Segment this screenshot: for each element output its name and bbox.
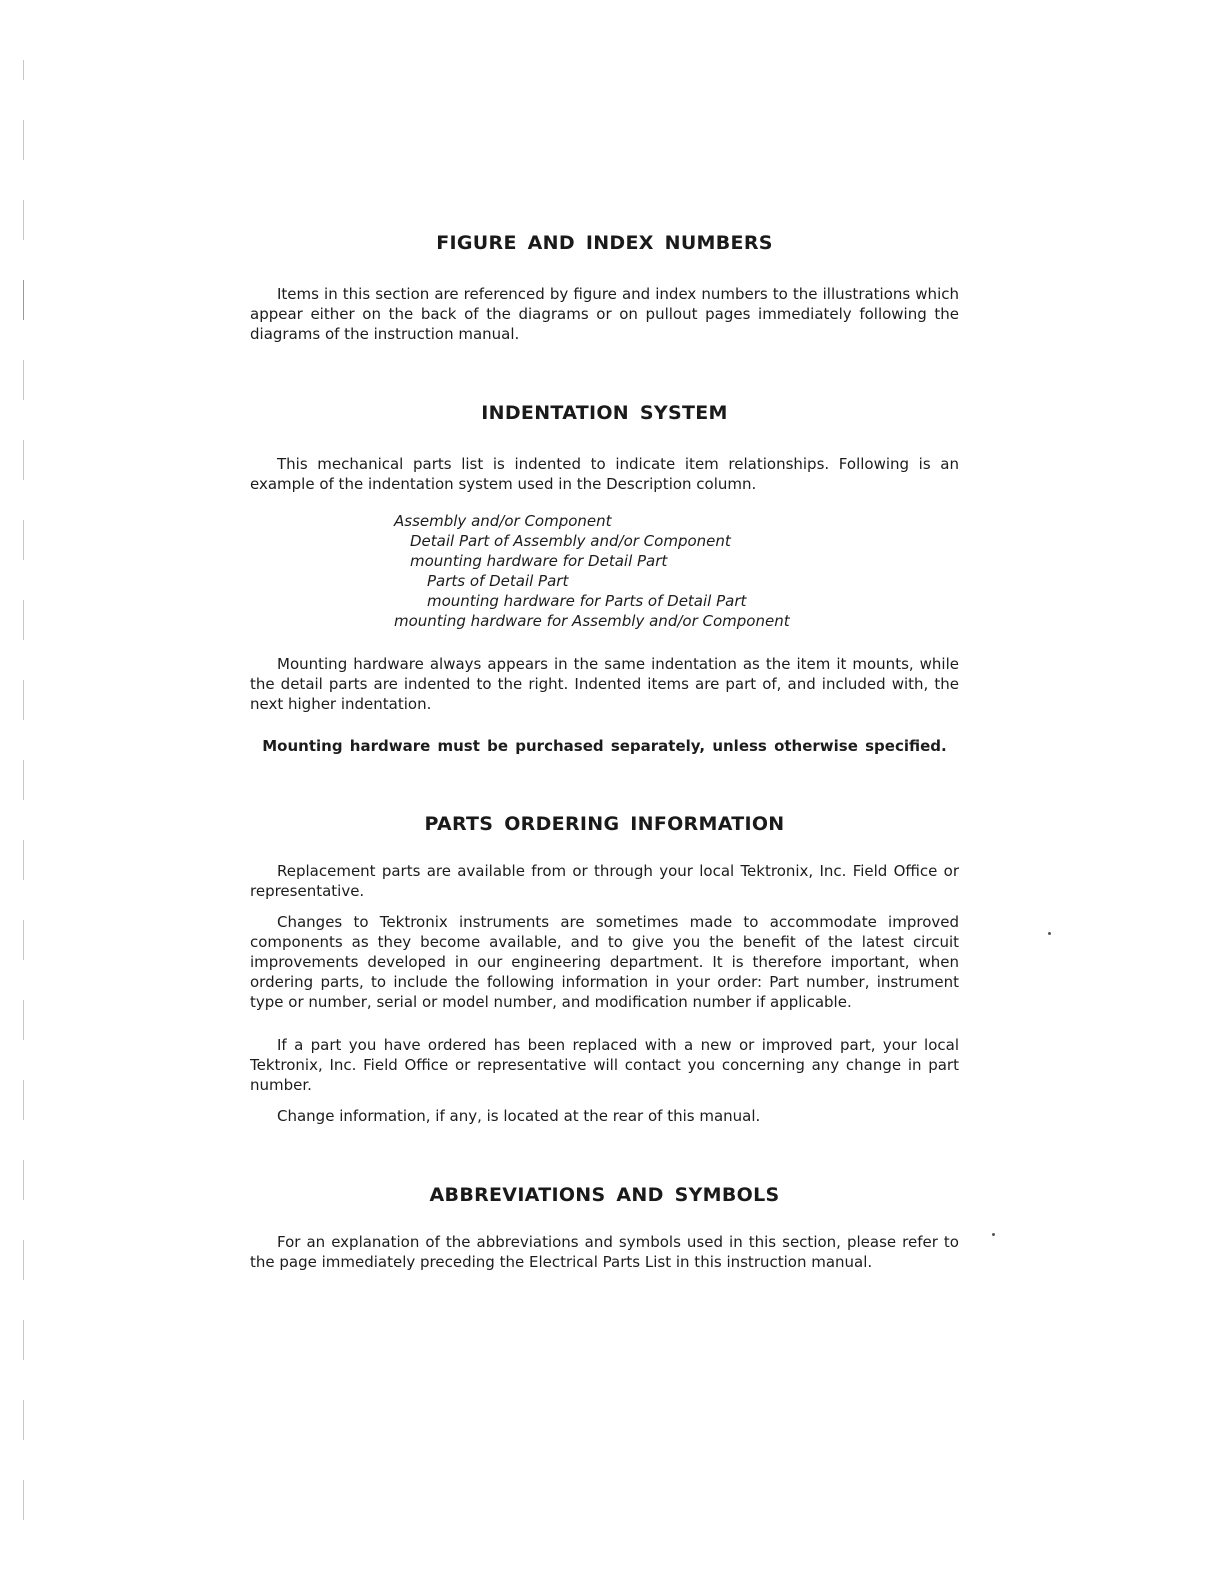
- figure-index-paragraph: Items in this section are referenced by figure and index numbers to the illustrations which appear either on the back of the diagrams or on pullout pages immediately following the diagrams of the instruction manual.: [250, 285, 959, 343]
- example-line: Assembly and/or Component: [394, 512, 612, 530]
- scan-mark: [23, 1400, 24, 1440]
- scan-mark: [23, 1160, 24, 1200]
- indentation-paragraph: This mechanical parts list is indented to indicate item relationships. Following is an example of the indentation system used in the Description column.: [250, 455, 959, 493]
- scan-mark: [23, 1320, 24, 1360]
- scan-speck: [992, 1233, 995, 1236]
- scan-mark: [23, 600, 24, 640]
- ordering-paragraph-4: Change information, if any, is located at the rear of this manual.: [277, 1107, 761, 1125]
- scan-mark: [23, 1240, 24, 1280]
- example-line: mounting hardware for Assembly and/or Component: [394, 612, 790, 630]
- scan-mark: [23, 520, 24, 560]
- scan-mark: [23, 1000, 24, 1040]
- indentation-example: [394, 511, 959, 631]
- mounting-hardware-paragraph: Mounting hardware always appears in the same indentation as the item it mounts, while the detail parts are indented to the right. Indented items are part of, and included with, the next higher indentation.: [250, 655, 959, 713]
- ordering-paragraph-2: Changes to Tektronix instruments are sometimes made to accommodate improved components as they become available, and to give you the benefit of the latest circuit improvements developed in our engineering department. It is therefore important, when ordering parts, to include the following information in your order: Part number, instrument type or number, serial or model number, and modification number if applicable.: [250, 913, 959, 1011]
- scan-mark: [23, 120, 24, 160]
- example-line: Detail Part of Assembly and/or Component: [410, 532, 731, 550]
- example-line: mounting hardware for Parts of Detail Part: [427, 592, 747, 610]
- purchase-warning: Mounting hardware must be purchased separately, unless otherwise specified.: [262, 737, 947, 755]
- ordering-paragraph-1: Replacement parts are available from or through your local Tektronix, Inc. Field Office or representative.: [250, 862, 959, 900]
- scan-mark: [23, 200, 24, 240]
- scan-mark: [23, 1480, 24, 1520]
- example-line: Parts of Detail Part: [427, 572, 569, 590]
- section-title-ordering: PARTS ORDERING INFORMATION: [424, 813, 785, 835]
- scan-mark: [23, 760, 24, 800]
- scan-mark: [23, 920, 24, 960]
- scan-mark: [23, 1080, 24, 1120]
- section-title-abbreviations: ABBREVIATIONS AND SYMBOLS: [429, 1184, 780, 1206]
- example-line: mounting hardware for Detail Part: [410, 552, 668, 570]
- scan-speck: [1048, 932, 1051, 935]
- scan-mark: [23, 440, 24, 480]
- section-title-indentation: INDENTATION SYSTEM: [481, 402, 728, 424]
- scan-mark: [23, 280, 24, 320]
- scan-mark: [23, 60, 24, 80]
- scan-mark: [23, 680, 24, 720]
- scan-mark: [23, 360, 24, 400]
- abbreviations-paragraph: For an explanation of the abbreviations and symbols used in this section, please refer to the page immediately preceding the Electrical Parts List in this instruction manual.: [250, 1233, 959, 1271]
- page-content: [250, 232, 959, 1272]
- scan-mark: [23, 840, 24, 880]
- section-title-figure-index: FIGURE AND INDEX NUMBERS: [436, 232, 773, 254]
- ordering-paragraph-3: If a part you have ordered has been replaced with a new or improved part, your local Tektronix, Inc. Field Office or representative will contact you concerning any change in part number.: [250, 1036, 959, 1094]
